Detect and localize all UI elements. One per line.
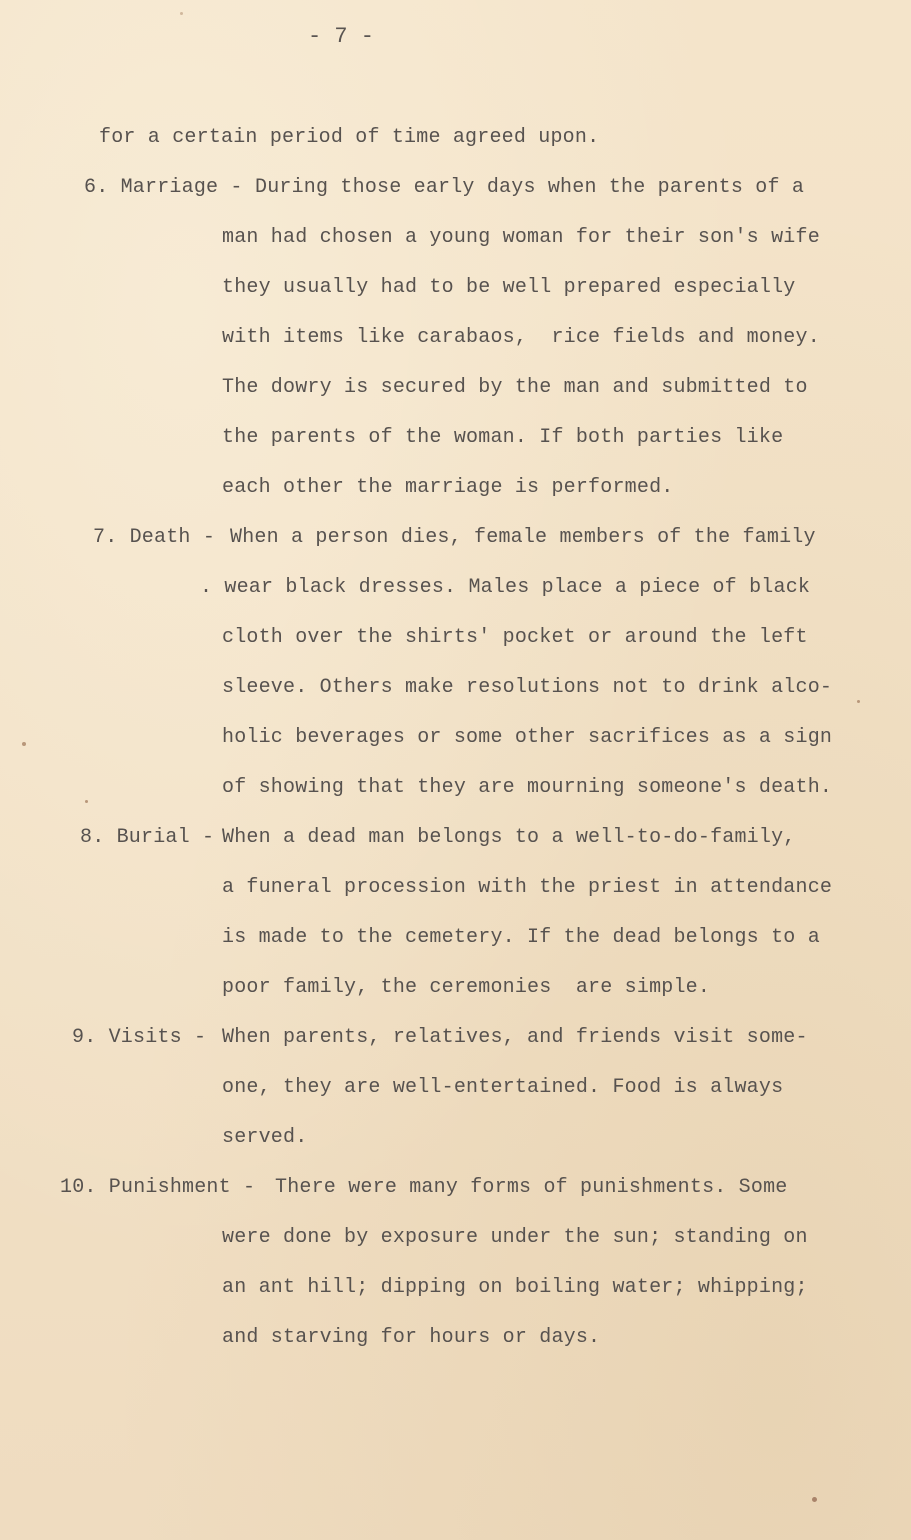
- item-heading-death: 7. Death -: [93, 526, 228, 549]
- paper-speck: [180, 12, 183, 15]
- continuation-line: for a certain period of time agreed upon.: [99, 126, 600, 149]
- text-line: During those early days when the parents of a: [255, 176, 805, 199]
- item-heading-punishment: 10. Punishment -: [60, 1176, 268, 1199]
- text-line: an ant hill; dipping on boiling water; whipping;: [222, 1276, 808, 1299]
- text-line: sleeve. Others make resolutions not to drink alco-: [222, 676, 833, 699]
- paper-speck: [812, 1497, 817, 1502]
- text-line: were done by exposure under the sun; standing on: [222, 1226, 808, 1249]
- paper-speck: [85, 800, 88, 803]
- text-line: . wear black dresses. Males place a piece of black: [200, 576, 811, 599]
- text-line: served.: [222, 1126, 308, 1149]
- item-heading-marriage: 6. Marriage -: [84, 176, 255, 199]
- text-line: a funeral procession with the priest in attendance: [222, 876, 833, 899]
- text-line: holic beverages or some other sacrifices as a sign: [222, 726, 833, 749]
- item-heading-visits: 9. Visits -: [72, 1026, 219, 1049]
- text-line: When parents, relatives, and friends visit some-: [222, 1026, 808, 1049]
- text-line: one, they are well-entertained. Food is always: [222, 1076, 784, 1099]
- text-line: The dowry is secured by the man and submitted to: [222, 376, 808, 399]
- text-line: When a dead man belongs to a well-to-do-family,: [222, 826, 796, 849]
- text-line: and starving for hours or days.: [222, 1326, 601, 1349]
- text-line: man had chosen a young woman for their son's wife: [222, 226, 820, 249]
- text-line: When a person dies, female members of the family: [230, 526, 816, 549]
- text-line: of showing that they are mourning someone's death.: [222, 776, 833, 799]
- page-number: - 7 -: [308, 24, 375, 49]
- text-line: the parents of the woman. If both parties like: [222, 426, 784, 449]
- text-line: There were many forms of punishments. Some: [275, 1176, 788, 1199]
- text-line: cloth over the shirts' pocket or around the left: [222, 626, 808, 649]
- paper-speck: [22, 742, 26, 746]
- text-line: they usually had to be well prepared especially: [222, 276, 796, 299]
- item-heading-burial: 8. Burial -: [80, 826, 227, 849]
- text-line: with items like carabaos, rice fields and money.: [222, 326, 820, 349]
- text-line: poor family, the ceremonies are simple.: [222, 976, 711, 999]
- text-line: is made to the cemetery. If the dead belongs to a: [222, 926, 820, 949]
- paper-speck: [857, 700, 860, 703]
- text-line: each other the marriage is performed.: [222, 476, 674, 499]
